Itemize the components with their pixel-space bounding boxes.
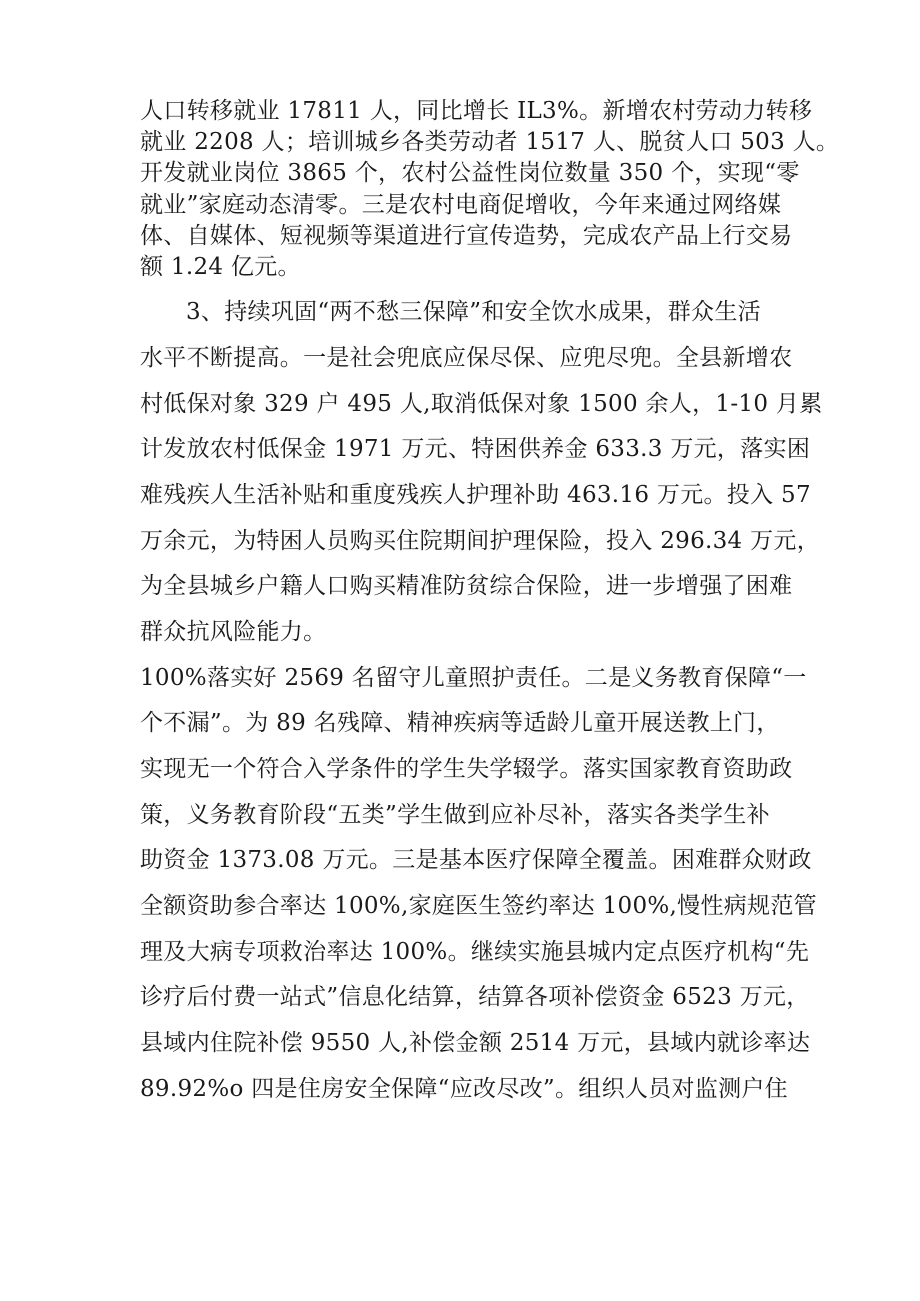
paragraph-1-line-3: 开发就业岗位 3865 个，农村公益性岗位数量 350 个，实现“零 [140, 160, 800, 186]
paragraph-3-line-3: 实现无一个符合入学条件的学生失学辍学。落实国家教育资助政 [140, 756, 793, 782]
paragraph-1-line-4: 就业”家庭动态清零。三是农村电商促增收，今年来通过网络媒 [140, 192, 782, 218]
paragraph-1-line-2: 就业 2208 人；培训城乡各类劳动者 1517 人、脱贫人口 503 人。 [140, 129, 840, 155]
paragraph-3-line-2: 个不漏”。为 89 名残障、精神疾病等适龄儿童开展送教上门， [140, 710, 780, 736]
paragraph-1-line-1: 人口转移就业 17811 人，同比增长 IL3%。新增农村劳动力转移 [140, 98, 813, 124]
paragraph-3-line-9: 县域内住院补偿 9550 人,补偿金额 2514 万元，县域内就诊率达 [140, 1030, 811, 1056]
paragraph-3-line-8: 诊疗后付费一站式”信息化结算，结算各项补偿资金 6523 万元， [140, 984, 810, 1010]
paragraph-2-line-3: 村低保对象 329 户 495 人,取消低保对象 1500 余人，1-10 月累 [140, 391, 823, 417]
paragraph-2-line-5: 难残疾人生活补贴和重度残疾人护理补助 463.16 万元。投入 57 [140, 482, 811, 508]
paragraph-2-line-1: 3、持续巩固“两不愁三保障”和安全饮水成果，群众生活 [186, 299, 761, 325]
paragraph-3-line-7: 理及大病专项救治率达 100%。继续实施县城内定点医疗机构“先 [140, 939, 810, 965]
paragraph-2-line-6: 万余元，为特困人员购买住院期间护理保险，投入 296.34 万元， [140, 528, 820, 554]
paragraph-2-line-8: 群众抗风险能力。 [140, 619, 327, 645]
paragraph-1-line-5: 体、自媒体、短视频等渠道进行宣传造势，完成农产品上行交易 [140, 223, 793, 249]
paragraph-3-line-5: 助资金 1373.08 万元。三是基本医疗保障全覆盖。困难群众财政 [140, 847, 812, 873]
paragraph-2-line-4: 计发放农村低保金 1971 万元、特困供养金 633.3 万元，落实困 [140, 436, 811, 462]
paragraph-3-line-6: 全额资助参合率达 100%,家庭医生签约率达 100%,慢性病规范管 [140, 893, 817, 919]
paragraph-2-line-7: 为全县城乡户籍人口购买精准防贫综合保险，进一步增强了困难 [140, 573, 793, 599]
paragraph-2-line-2: 水平不断提高。一是社会兜底应保尽保、应兜尽兜。全县新增农 [140, 345, 793, 371]
paragraph-1-line-6: 额 1.24 亿元。 [140, 254, 301, 280]
paragraph-3-line-1: 100%落实好 2569 名留守儿童照护责任。二是义务教育保障“一 [140, 665, 807, 691]
paragraph-3-line-4: 策，义务教育阶段“五类”学生做到应补尽补，落实各类学生补 [140, 802, 770, 828]
paragraph-3-line-10: 89.92%o 四是住房安全保障“应改尽改”。组织人员对监测户住 [140, 1076, 788, 1102]
